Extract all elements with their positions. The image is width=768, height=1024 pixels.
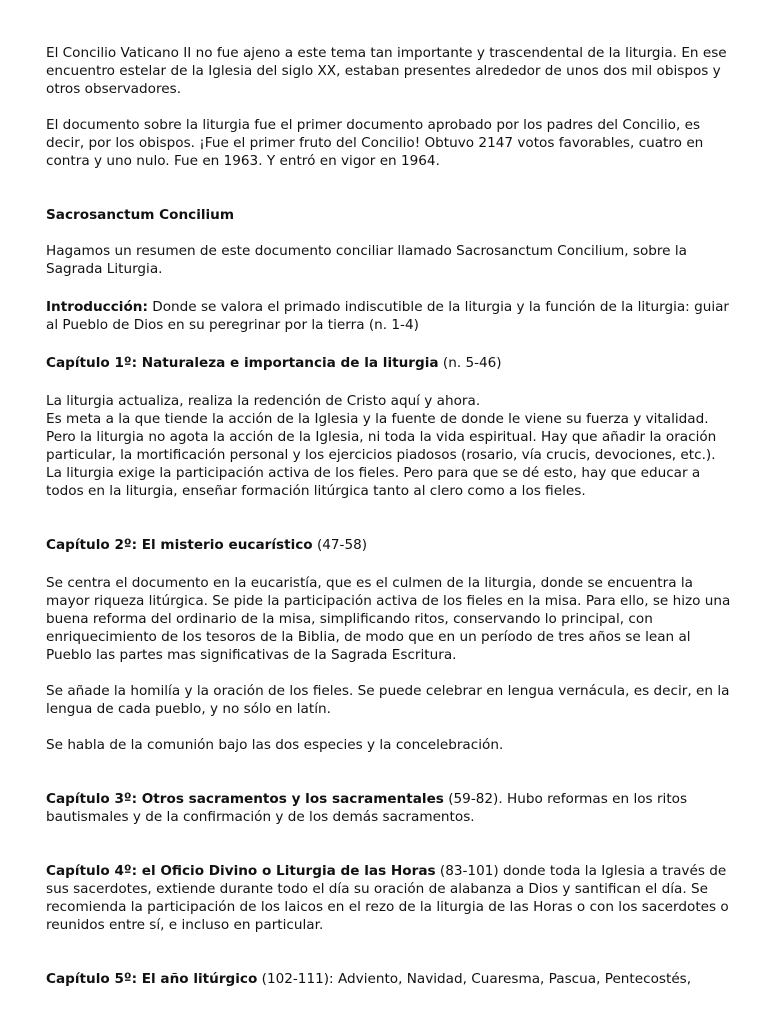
paragraph-documento: El documento sobre la liturgia fue el primer documento aprobado por los padres del Concilio, es decir, por los obispos. ¡Fue el primer fruto del Concilio! Obtuvo 2147 votos favorables, cuatro en contra y uno nulo. Fue en 1963. Y entró en vigor en 1964.	[46, 117, 704, 169]
chapter-4-label: Capítulo 4º: el Oficio Divino o Liturgia de las Horas	[46, 863, 436, 879]
chapter-2-paragraph: Se centra el documento en la eucaristía, que es el culmen de la liturgia, donde se encuentra la mayor riqueza litúrgica. Se pide la participación activa de los fieles en la misa. Para ello, se hizo una buena reforma del ordinario de la misa, simplificando ritos, conservando lo principal, con enriquecimiento de los tesoros de la Biblia, de modo que en un período de tres años se lean al Pueblo las partes mas significativas de la Sagrada Escritura.	[46, 575, 731, 663]
section-heading: Sacrosanctum Concilium	[46, 207, 235, 223]
chapter-5-label: Capítulo 5º: El año litúrgico	[46, 971, 258, 987]
chapter-3-label: Capítulo 3º: Otros sacramentos y los sacramentales	[46, 791, 444, 807]
document-page	[46, 44, 736, 988]
chapter-4-paragraph	[46, 862, 736, 934]
chapter-2-ref: (47-58)	[312, 537, 368, 553]
chapter-1-ref: (n. 5-46)	[438, 355, 502, 371]
chapter-5-paragraph	[46, 970, 736, 988]
chapter-1-line: Es meta a la que tiende la acción de la Iglesia y la fuente de donde le viene su fuerza y vitalidad. Pero la liturgia no agota la acción de la Iglesia, ni toda la vida espiritual. Hay que añadir la oración particular, la mortificación personal y los ejercicios piadosos (rosario, vía crucis, devociones, etc.).	[46, 411, 717, 463]
chapter-1-heading	[46, 354, 736, 372]
chapter-2-paragraph: Se habla de la comunión bajo las dos especies y la concelebración.	[46, 737, 504, 753]
chapter-1-body	[46, 392, 736, 500]
chapter-2-heading	[46, 536, 736, 554]
chapter-5-text: (102-111): Adviento, Navidad, Cuaresma, Pascua, Pentecostés,	[257, 971, 692, 987]
paragraph-concilio: El Concilio Vaticano II no fue ajeno a este tema tan importante y trascendental de la liturgia. En ese encuentro estelar de la Iglesia del siglo XX, estaban presentes alrededor de unos dos mil obispos y otros observadores.	[46, 45, 727, 97]
introduccion-text: Donde se valora el primado indiscutible de la liturgia y la función de la liturgia: guiar al Pueblo de Dios en su peregrinar por la tierra (n. 1-4)	[46, 299, 730, 333]
chapter-3-text: (59-82). Hubo reformas en los ritos bautismales y de la confirmación y de los demás sacramentos.	[46, 791, 688, 825]
chapter-3-paragraph	[46, 790, 736, 826]
section-intro: Hagamos un resumen de este documento conciliar llamado Sacrosanctum Concilium, sobre la Sagrada Liturgia.	[46, 243, 687, 277]
chapter-2-paragraph: Se añade la homilía y la oración de los fieles. Se puede celebrar en lengua vernácula, es decir, en la lengua de cada pueblo, y no sólo en latín.	[46, 683, 730, 717]
chapter-4-text: (83-101) donde toda la Iglesia a través de sus sacerdotes, extiende durante todo el día su oración de alabanza a Dios y santifican el día. Se recomienda la participación de los laicos en el rezo de la liturgia de las Horas o con los sacerdotes o reunidos entre sí, e incluso en particular.	[46, 863, 729, 933]
paragraph-introduccion	[46, 298, 736, 334]
chapter-2-label: Capítulo 2º: El misterio eucarístico	[46, 537, 313, 553]
introduccion-label: Introducción:	[46, 299, 148, 315]
chapter-1-line: La liturgia exige la participación activa de los fieles. Pero para que se dé esto, hay que educar a todos en la liturgia, enseñar formación litúrgica tanto al clero como a los fieles.	[46, 465, 701, 499]
chapter-1-label: Capítulo 1º: Naturaleza e importancia de la liturgia	[46, 355, 439, 371]
chapter-1-line: La liturgia actualiza, realiza la redención de Cristo aquí y ahora.	[46, 393, 481, 409]
